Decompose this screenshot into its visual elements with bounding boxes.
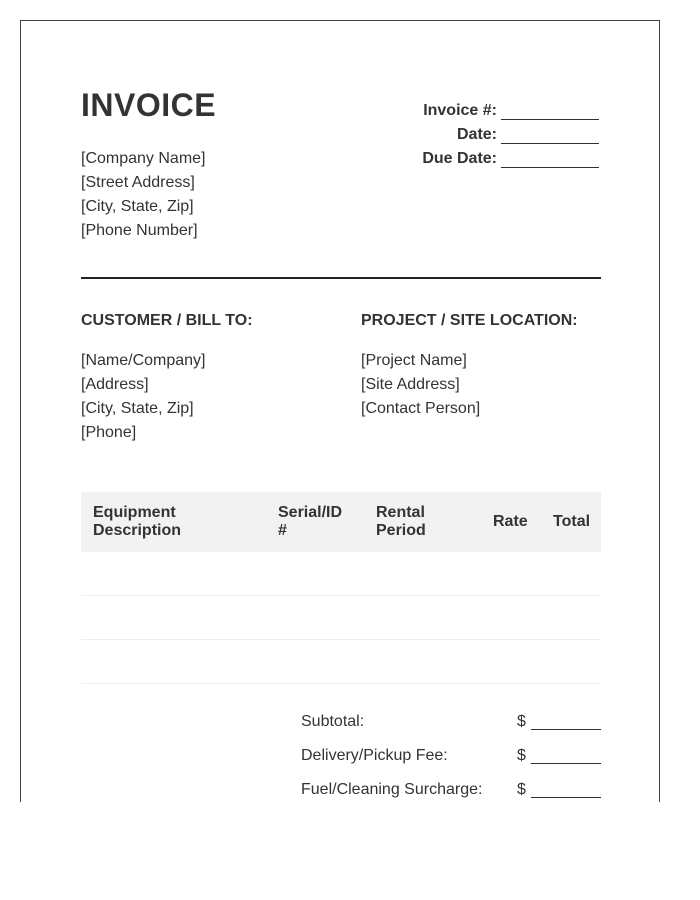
delivery-fee-label: Delivery/Pickup Fee: [301,747,448,764]
subtotal-row [301,713,601,747]
col-rental-line2: Period [376,522,426,539]
date-field[interactable] [501,127,599,144]
surcharge-label: Fuel/Cleaning Surcharge: [301,781,483,798]
date-label: Date: [456,126,497,143]
col-equipment-line1: Equipment [93,504,176,521]
delivery-fee-field[interactable] [531,763,601,764]
table-row[interactable] [81,596,601,640]
company-phone: [Phone Number] [81,222,198,239]
bill-to-city: [City, State, Zip] [81,400,194,417]
col-serial-line1: Serial/ID [278,504,343,521]
bill-to-phone: [Phone] [81,424,137,441]
company-street: [Street Address] [81,174,195,191]
bill-to-block [81,349,206,445]
col-rate: Rate [493,513,528,530]
project-name: [Project Name] [361,352,467,369]
invoice-meta [422,99,599,171]
project-contact: [Contact Person] [361,400,481,417]
invoice-page [20,20,660,802]
project-block [361,349,480,421]
delivery-fee-currency: $ [517,747,526,764]
col-rental-period [376,504,426,540]
due-date-field[interactable] [501,151,599,168]
col-rental-line1: Rental [376,504,425,521]
invoice-number-row [422,99,599,123]
delivery-fee-row [301,747,601,781]
bill-to-heading: CUSTOMER / BILL TO: [81,312,253,329]
invoice-number-field[interactable] [501,103,599,120]
invoice-number-label: Invoice #: [423,102,497,119]
company-name: [Company Name] [81,150,206,167]
table-row[interactable] [81,640,601,684]
date-row [422,123,599,147]
subtotal-label: Subtotal: [301,713,365,730]
header-divider [81,277,601,279]
col-total: Total [553,513,591,530]
table-header [81,492,601,552]
col-equipment-line2: Description [93,522,182,539]
due-date-label: Due Date: [422,150,497,167]
bill-to-address: [Address] [81,376,149,393]
invoice-title: INVOICE [81,87,217,123]
surcharge-currency: $ [517,781,526,798]
equipment-table [81,492,601,684]
company-city: [City, State, Zip] [81,198,194,215]
col-serial-id [278,504,342,540]
company-info [81,147,206,243]
col-equipment-description [93,504,181,540]
table-row[interactable] [81,552,601,596]
surcharge-field[interactable] [531,797,601,798]
project-site-address: [Site Address] [361,376,460,393]
project-heading: PROJECT / SITE LOCATION: [361,312,578,329]
bill-to-name: [Name/Company] [81,352,206,369]
subtotal-field[interactable] [531,729,601,730]
totals-section [301,713,601,802]
surcharge-row [301,781,601,802]
due-date-row [422,147,599,171]
col-serial-line2: # [278,522,287,539]
subtotal-currency: $ [517,713,526,730]
